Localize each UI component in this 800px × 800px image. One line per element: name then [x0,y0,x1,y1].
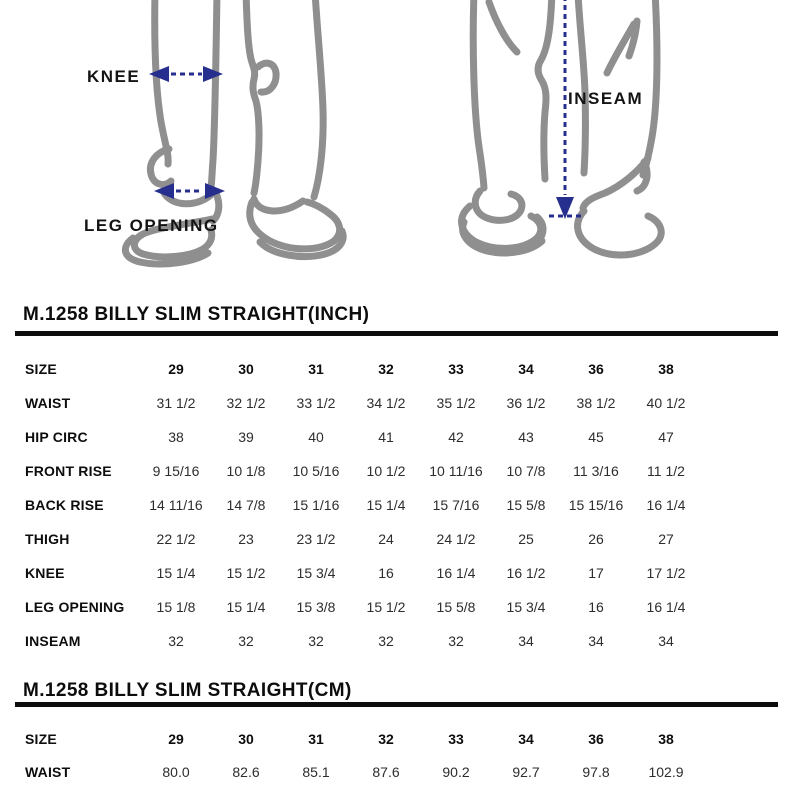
value-cell: 36 1/2 [506,395,546,411]
front-right-leg-inner [246,0,259,193]
value-cell: 10 1/2 [366,463,406,479]
back-right-leg-inner [578,0,585,173]
size-cell: 33 [448,730,464,747]
size-cell: 34 [518,730,534,747]
row-label: KNEE [25,565,65,581]
value-cell: 92.7 [512,763,540,780]
value-cell: 16 [588,599,604,615]
value-cell: 82.6 [232,763,260,780]
value-cell: 10 5/16 [292,463,340,479]
value-cell: 15 3/4 [296,565,336,581]
table-row [25,488,701,522]
value-cell: 15 1/8 [156,599,196,615]
row-label: SIZE [25,361,57,377]
value-cell: 97.8 [582,763,610,780]
value-cell: 102.9 [648,763,684,780]
table-row [25,420,701,454]
value-cell: 16 1/4 [646,497,686,513]
size-cell: 29 [168,361,184,377]
value-cell: 23 [238,531,254,547]
back-right-hem-cuff [583,158,648,208]
value-cell: 17 [588,565,604,581]
table-header-row [25,722,701,755]
value-cell: 10 1/8 [226,463,266,479]
value-cell: 85.1 [302,763,330,780]
value-cell: 40 1/2 [646,395,686,411]
back-left-leg-inner [538,0,552,179]
inseam-label: INSEAM [568,89,644,108]
value-cell: 32 [308,633,324,649]
knee-label: KNEE [87,67,141,86]
value-cell: 24 1/2 [436,531,476,547]
size-cell: 29 [168,730,184,747]
value-cell: 38 1/2 [576,395,616,411]
row-label: WAIST [25,763,71,780]
size-cell: 38 [658,730,674,747]
value-cell: 16 1/4 [436,565,476,581]
value-cell: 16 1/4 [646,599,686,615]
value-cell: 42 [448,429,464,445]
table-row [25,522,701,556]
value-cell: 15 1/4 [366,497,406,513]
back-left-leg-outer [473,0,484,188]
value-cell: 47 [658,429,674,445]
table-row [25,755,701,788]
value-cell: 32 1/2 [226,395,266,411]
value-cell: 27 [658,531,674,547]
value-cell: 41 [378,429,394,445]
value-cell: 9 15/16 [152,463,200,479]
inch-title-rule [15,331,778,336]
value-cell: 15 5/8 [506,497,546,513]
row-label: FRONT RISE [25,463,112,479]
table-row [25,386,701,420]
row-label: INSEAM [25,633,81,649]
size-cell: 34 [518,361,534,377]
size-cell: 33 [448,361,464,377]
value-cell: 35 1/2 [436,395,476,411]
back-right-sole-dashes [620,226,653,247]
table-row [25,624,701,658]
value-cell: 15 1/16 [292,497,340,513]
value-cell: 11 1/2 [647,463,685,479]
inch-size-table [25,352,701,658]
inch-section-title: M.1258 BILLY SLIM STRAIGHT(INCH) [23,304,370,325]
value-cell: 16 [378,565,394,581]
size-cell: 31 [308,730,324,747]
value-cell: 24 [378,531,394,547]
size-cell: 30 [238,361,254,377]
table-row [25,556,701,590]
value-cell: 80.0 [162,763,190,780]
front-left-leg-outer [155,0,168,164]
value-cell: 22 1/2 [156,531,196,547]
table-row [25,454,701,488]
value-cell: 43 [518,429,534,445]
value-cell: 26 [588,531,604,547]
value-cell: 90.2 [442,763,470,780]
value-cell: 14 7/8 [226,497,266,513]
cm-title-rule [15,702,778,707]
value-cell: 10 11/16 [429,463,483,479]
value-cell: 23 1/2 [296,531,336,547]
cm-size-table [25,722,701,788]
value-cell: 15 7/16 [432,497,480,513]
size-cell: 38 [658,361,674,377]
value-cell: 45 [588,429,604,445]
value-cell: 33 1/2 [296,395,336,411]
front-right-hem [254,199,303,211]
value-cell: 32 [448,633,464,649]
row-label: THIGH [25,531,70,547]
value-cell: 34 [518,633,534,649]
size-cell: 32 [378,361,394,377]
value-cell: 15 1/4 [156,565,196,581]
size-cell: 31 [308,361,324,377]
value-cell: 32 [168,633,184,649]
back-right-shoe [578,211,662,255]
leg-opening-label: LEG OPENING [84,216,219,235]
value-cell: 17 1/2 [646,565,686,581]
value-cell: 11 3/16 [573,463,619,479]
size-cell: 30 [238,730,254,747]
size-cell: 36 [588,361,604,377]
value-cell: 14 11/16 [149,497,203,513]
value-cell: 16 1/2 [506,565,546,581]
row-label: WAIST [25,395,71,411]
front-left-leg-inner [211,0,217,187]
front-right-knee-crease [258,63,276,92]
value-cell: 34 [658,633,674,649]
value-cell: 15 1/2 [226,565,266,581]
value-cell: 34 1/2 [366,395,406,411]
value-cell: 34 [588,633,604,649]
value-cell: 15 5/8 [436,599,476,615]
size-cell: 32 [378,730,394,747]
value-cell: 32 [238,633,254,649]
size-cell: 36 [588,730,604,747]
front-right-leg-outer [314,0,323,197]
value-cell: 15 3/8 [296,599,336,615]
value-cell: 87.6 [372,763,400,780]
value-cell: 15 15/16 [568,497,624,513]
value-cell: 15 1/2 [366,599,406,615]
value-cell: 32 [378,633,394,649]
value-cell: 25 [518,531,534,547]
value-cell: 31 1/2 [156,395,196,411]
value-cell: 10 7/8 [506,463,546,479]
back-right-leg-outer [643,0,657,175]
value-cell: 15 3/4 [506,599,546,615]
row-label: LEG OPENING [25,599,125,615]
table-row [25,590,701,624]
back-left-thigh-crease [489,2,517,52]
table-header-row [25,352,701,386]
row-label: BACK RISE [25,497,104,513]
cm-section-title: M.1258 BILLY SLIM STRAIGHT(CM) [23,680,352,701]
back-left-hem-cuff [475,191,522,220]
value-cell: 15 1/4 [226,599,266,615]
value-cell: 39 [238,429,254,445]
value-cell: 40 [308,429,324,445]
value-cell: 38 [168,429,184,445]
row-label: SIZE [25,730,57,747]
row-label: HIP CIRC [25,429,88,445]
size-guide-illustration [0,0,800,292]
